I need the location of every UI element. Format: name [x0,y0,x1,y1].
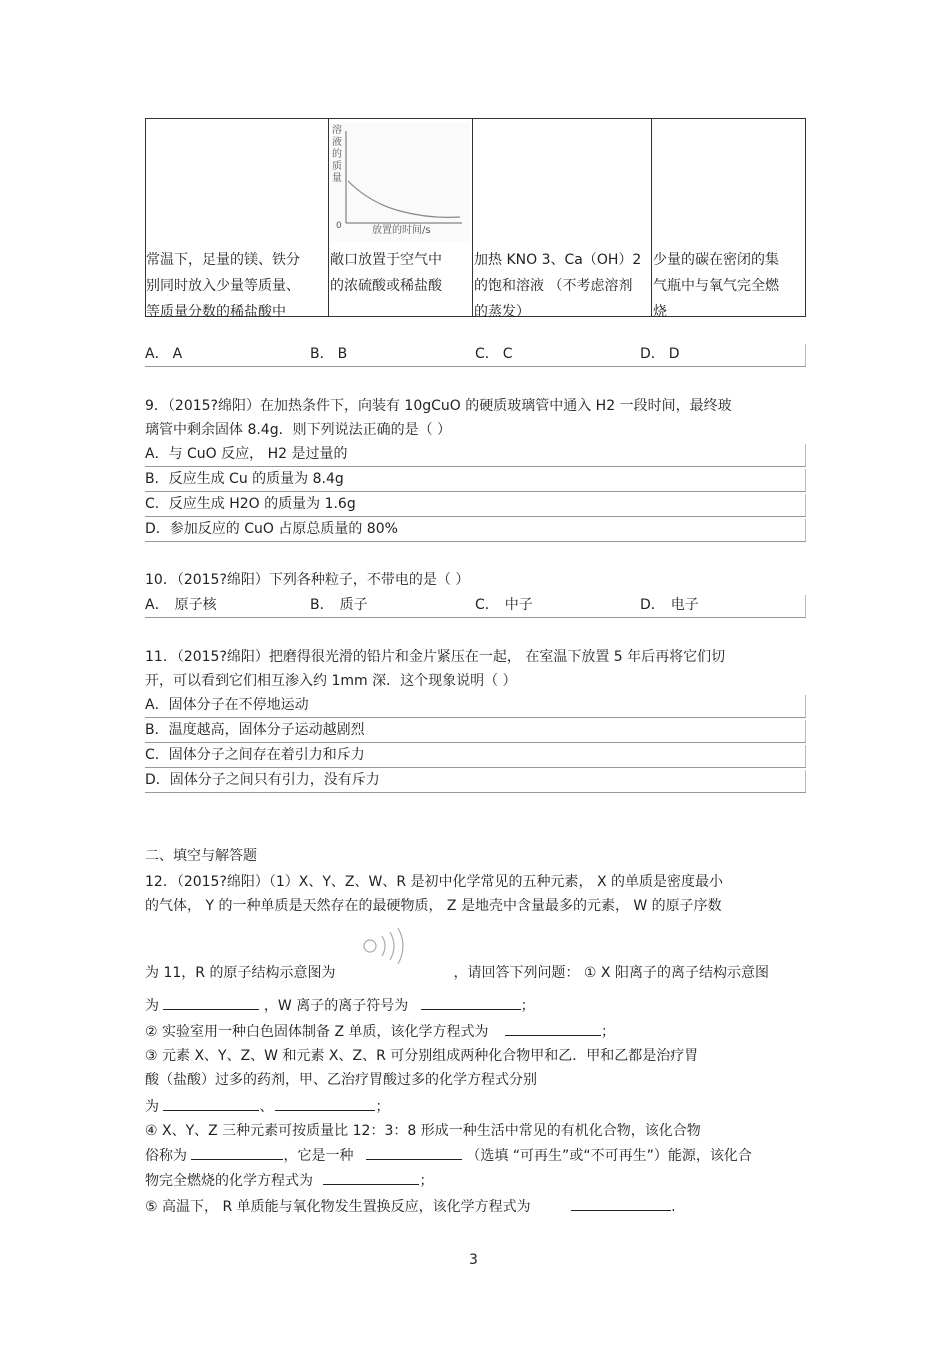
table-cell-b: 敞口放置于空气中 的浓硫酸或稀盐酸 [330,252,442,294]
atom-structure-diagram [358,928,412,968]
q10-option-b[interactable]: B． 质子 [310,597,368,613]
q12-line9: ④ X、Y、Z 三种元素可按质量比 12：3：8 形成一种生活中常见的有机化合物，该化合物 [145,1123,701,1139]
q11-option-a[interactable]: A．固体分子在不停地运动 [145,695,806,718]
table-cell-c: 加热 KNO 3、Ca（OH）2 的饱和溶液 （不考虑溶剂 的蒸发） [474,252,642,320]
q12-line5: ② 实验室用一种白色固体制备 Z 单质，该化学方程式为 ； [145,1021,615,1042]
answer-blank-energy-type[interactable] [366,1145,462,1160]
q9-stem-line1: 9．（2015?绵阳）在加热条件下，向装有 10gCuO 的硬质玻璃管中通入 H2 一段时间，最终玻 [145,398,732,414]
q10-option-a[interactable]: A． 原子核 [145,597,217,613]
q12-line8: 为 、 ； [145,1096,389,1117]
answer-blank-combustion-equation[interactable] [323,1170,419,1185]
q9-stem-line2: 璃管中剩余固体 8.4g．则下列说法正确的是（ ） [145,422,452,438]
table-cell-d: 少量的碳在密闭的集 气瓶中与氧气完全燃 烧 [653,252,779,320]
q12-line10: 俗称为 ，它是一种 （选填 “可再生”或“不可再生”）能源，该化合 [145,1145,752,1166]
q9-option-c[interactable]: C．反应生成 H2O 的质量为 1.6g [145,494,806,517]
q12-line4: 为 ，W 离子的离子符号为 ； [145,995,535,1016]
q10-stem: 10．（2015?绵阳）下列各种粒子，不带电的是（ ） [145,572,470,588]
q12-line12: ⑤ 高温下， R 单质能与氧化物发生置换反应，该化学方程式为 . [145,1196,676,1217]
q10-options-row [145,595,806,618]
q11-stem-line1: 11．（2015?绵阳）把磨得很光滑的铅片和金片紧压在一起， 在室温下放置 5 年后再将它们切 [145,649,726,665]
q12-line7: 酸（盐酸）过多的药剂，甲、乙治疗胃酸过多的化学方程式分别 [145,1072,537,1088]
q8-option-b[interactable]: B． B [310,346,348,362]
q9-option-a[interactable]: A．与 CuO 反应， H2 是过量的 [145,444,806,467]
answer-blank-displacement-equation[interactable] [571,1196,671,1211]
q11-option-b[interactable]: B．温度越高，固体分子运动越剧烈 [145,720,806,743]
q12-line2: 的气体， Y 的一种单质是天然存在的最硬物质， Z 是地壳中含量最多的元素， W 的原子序数 [145,898,722,914]
q8-options-row [145,344,806,367]
q11-option-c[interactable]: C．固体分子之间存在着引力和斥力 [145,745,806,768]
q8-option-c[interactable]: C． C [475,346,513,362]
q11-option-d[interactable]: D．固体分子之间只有引力，没有斥力 [145,770,806,793]
answer-blank-jia-equation[interactable] [163,1096,259,1111]
q8-option-a[interactable]: A． A [145,346,183,362]
q8-option-d[interactable]: D． D [640,346,680,362]
section2-title: 二、填空与解答题 [145,848,257,864]
answer-blank-yi-equation[interactable] [275,1096,375,1111]
answer-blank-x-ion-diagram[interactable] [163,995,259,1010]
q12-line3: 为 11，R 的原子结构示意图为 ，请回答下列问题： ① X 阳离子的离子结构示意图 [145,965,769,981]
question8-table [145,118,806,320]
q11-stem-line2: 开，可以看到它们相互渗入约 1mm 深．这个现象说明（ ） [145,673,517,689]
q10-option-c[interactable]: C． 中子 [475,597,533,613]
page-number: 3 [469,1252,478,1268]
q9-option-d[interactable]: D．参加反应的 CuO 占原总质量的 80% [145,519,806,542]
answer-blank-common-name[interactable] [191,1145,283,1160]
answer-blank-z-equation[interactable] [505,1021,601,1036]
graph-xlabel: 放置的时间/s [372,225,431,236]
graph-ylabel: 溶液的质量 [332,125,342,184]
graph-origin: 0 [336,221,342,231]
answer-blank-w-ion-symbol[interactable] [421,995,521,1010]
table-cell-a: 常温下，足量的镁、铁分 别同时放入少量等质量、 等质量分数的稀盐酸中 [146,252,300,320]
q10-option-d[interactable]: D． 电子 [640,597,699,613]
q12-line1: 12．（2015?绵阳）（1）X、Y、Z、W、R 是初中化学常见的五种元素， X 的单质是密度最小 [145,874,724,890]
q9-option-b[interactable]: B．反应生成 Cu 的质量为 8.4g [145,469,806,492]
q12-line6: ③ 元素 X、Y、Z、W 和元素 X、Z、R 可分别组成两种化合物甲和乙．甲和乙都是治疗胃 [145,1048,699,1064]
q12-line11: 物完全燃烧的化学方程式为 ； [145,1170,433,1191]
